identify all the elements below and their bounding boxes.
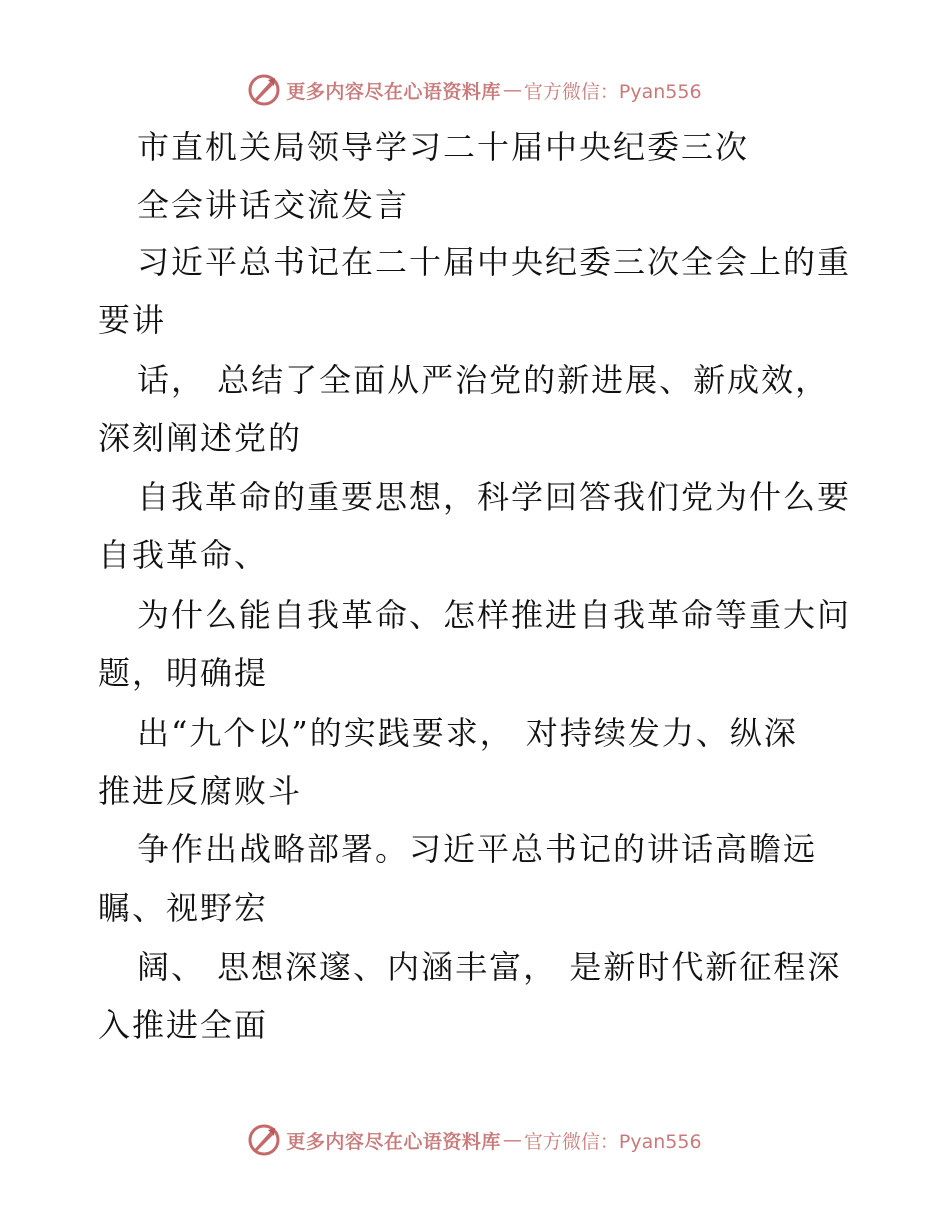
paragraph-line: 习近平总书记在二十届中央纪委三次全会上的重	[137, 243, 852, 281]
paragraph-line: 深刻阐述党的	[98, 419, 303, 457]
paragraph-line: 阔、 思想深邃、内涵丰富， 是新时代新征程深	[137, 948, 842, 986]
paragraph-line: 自我革命的重要思想，科学回答我们党为什么要	[137, 478, 852, 516]
watermark-text: 更多内容尽在心语资料库	[286, 1130, 501, 1153]
paragraph-line: 要讲	[98, 301, 167, 339]
watermark-contact: 官方微信：Pyan556	[523, 80, 702, 103]
paragraph-line: 为什么能自我革命、怎样推进自我革命等重大问	[137, 596, 852, 634]
quill-logo-icon	[248, 74, 280, 106]
watermark-text: 更多内容尽在心语资料库	[286, 80, 501, 103]
quill-logo-icon	[248, 1124, 280, 1156]
paragraph-line: 瞩、视野宏	[98, 889, 269, 927]
watermark-separator: —	[502, 79, 522, 101]
watermark-contact: 官方微信：Pyan556	[523, 1130, 702, 1153]
header-watermark	[0, 70, 950, 110]
paragraph-line: 推进反腐败斗	[98, 772, 303, 810]
paragraph-line: 出“九个以”的实践要求， 对持续发力、纵深	[137, 714, 798, 752]
watermark-separator: —	[502, 1129, 522, 1151]
footer-watermark	[0, 1120, 950, 1160]
title-line-2: 全会讲话交流发言	[137, 186, 410, 224]
paragraph-line: 题，明确提	[98, 654, 269, 692]
paragraph-line: 争作出战略部署。习近平总书记的讲话高瞻远	[137, 830, 818, 868]
title-line-1: 市直机关局领导学习二十届中央纪委三次	[137, 128, 750, 166]
paragraph-line: 入推进全面	[98, 1006, 269, 1044]
paragraph-line: 自我革命、	[98, 536, 269, 574]
paragraph-line: 话， 总结了全面从严治党的新进展、新成效，	[137, 361, 830, 399]
